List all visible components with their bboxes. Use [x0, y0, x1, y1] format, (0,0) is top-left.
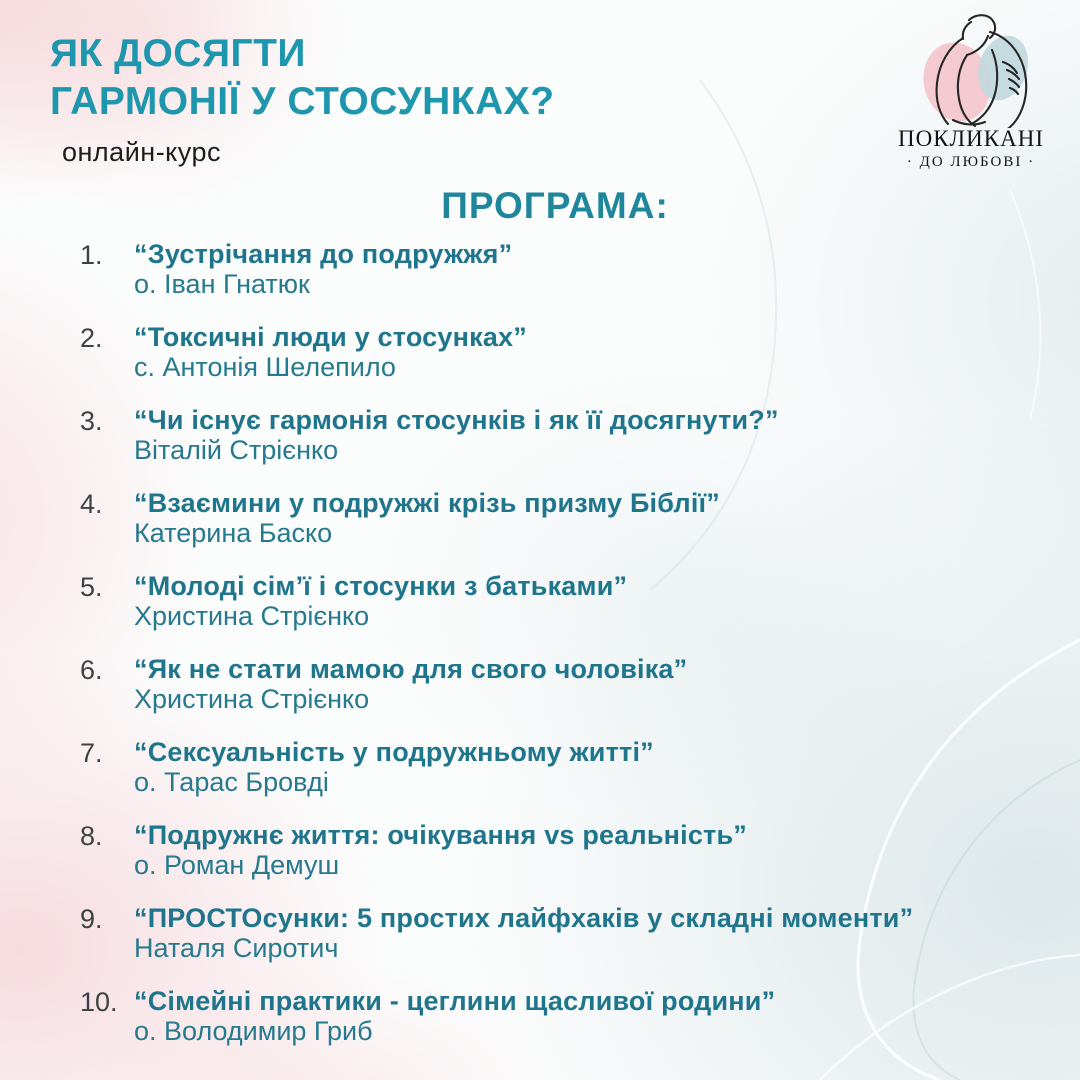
program-list [80, 239, 1056, 1069]
list-item [80, 239, 1056, 299]
item-text [134, 986, 1056, 1046]
item-text [134, 903, 1056, 963]
page-title-line2: ГАРМОНІЇ У СТОСУНКАХ? [50, 79, 555, 123]
speaker-name: Христина Стрієнко [134, 601, 370, 631]
item-number: 7. [80, 738, 103, 768]
speaker-name: Наталя Сиротич [134, 933, 339, 963]
talk-title: “Зустрічання до подружжя” [134, 239, 513, 269]
item-number: 4. [80, 489, 103, 519]
item-text [134, 322, 1056, 382]
list-item [80, 820, 1056, 880]
item-text [134, 405, 1056, 465]
talk-title: “Молоді сім’ї і стосунки з батьками” [134, 571, 628, 601]
speaker-name: Христина Стрієнко [134, 684, 370, 714]
item-number: 9. [80, 904, 103, 934]
item-text [134, 488, 1056, 548]
header [50, 30, 555, 168]
page-title-line1: ЯК ДОСЯГТИ [50, 32, 306, 75]
list-item [80, 737, 1056, 797]
list-item [80, 571, 1056, 631]
talk-title: “Подружнє життя: очікування vs реальність” [134, 820, 747, 850]
talk-title: “Взаємини у подружжі крізь призму Біблії” [134, 488, 721, 518]
talk-title: “Токсичні люди у стосунках” [134, 322, 527, 352]
item-text [134, 239, 1056, 299]
talk-title: “ПРОСТОсунки: 5 простих лайфхаків у складні моменти” [134, 903, 914, 933]
list-item [80, 322, 1056, 382]
logo-name: ПОКЛИКАНІ [898, 126, 1044, 151]
logo-couple-illustration [891, 10, 1051, 128]
program-heading: ПРОГРАМА: [441, 185, 669, 226]
item-number: 8. [80, 821, 103, 851]
speaker-name: Віталій Стрієнко [134, 435, 339, 465]
speaker-name: о. Іван Гнатюк [134, 269, 310, 299]
item-text [134, 737, 1056, 797]
page-title [50, 30, 555, 125]
item-number: 1. [80, 240, 103, 270]
item-number: 5. [80, 572, 103, 602]
course-subtitle: онлайн-курс [62, 137, 222, 168]
list-item [80, 654, 1056, 714]
list-item [80, 488, 1056, 548]
item-number: 10. [80, 987, 118, 1017]
talk-title: “Чи існує гармонія стосунків і як її досягнути?” [134, 405, 779, 435]
list-item [80, 903, 1056, 963]
item-text [134, 654, 1056, 714]
speaker-name: о. Володимир Гриб [134, 1016, 373, 1046]
list-item [80, 405, 1056, 465]
item-text [134, 820, 1056, 880]
speaker-name: с. Антонія Шелепило [134, 352, 396, 382]
speaker-name: о. Роман Демуш [134, 850, 340, 880]
talk-title: “Сексуальність у подружньому житті” [134, 737, 654, 767]
logo [876, 10, 1066, 171]
speaker-name: Катерина Баско [134, 518, 333, 548]
item-number: 2. [80, 323, 103, 353]
list-item [80, 986, 1056, 1046]
talk-title: “Як не стати мамою для свого чоловіка” [134, 654, 688, 684]
item-text [134, 571, 1056, 631]
item-number: 6. [80, 655, 103, 685]
logo-tagline: · ДО ЛЮБОВІ · [906, 154, 1036, 170]
item-number: 3. [80, 406, 103, 436]
speaker-name: о. Тарас Бровді [134, 767, 329, 797]
talk-title: “Сімейні практики - цеглини щасливої родини” [134, 986, 776, 1016]
